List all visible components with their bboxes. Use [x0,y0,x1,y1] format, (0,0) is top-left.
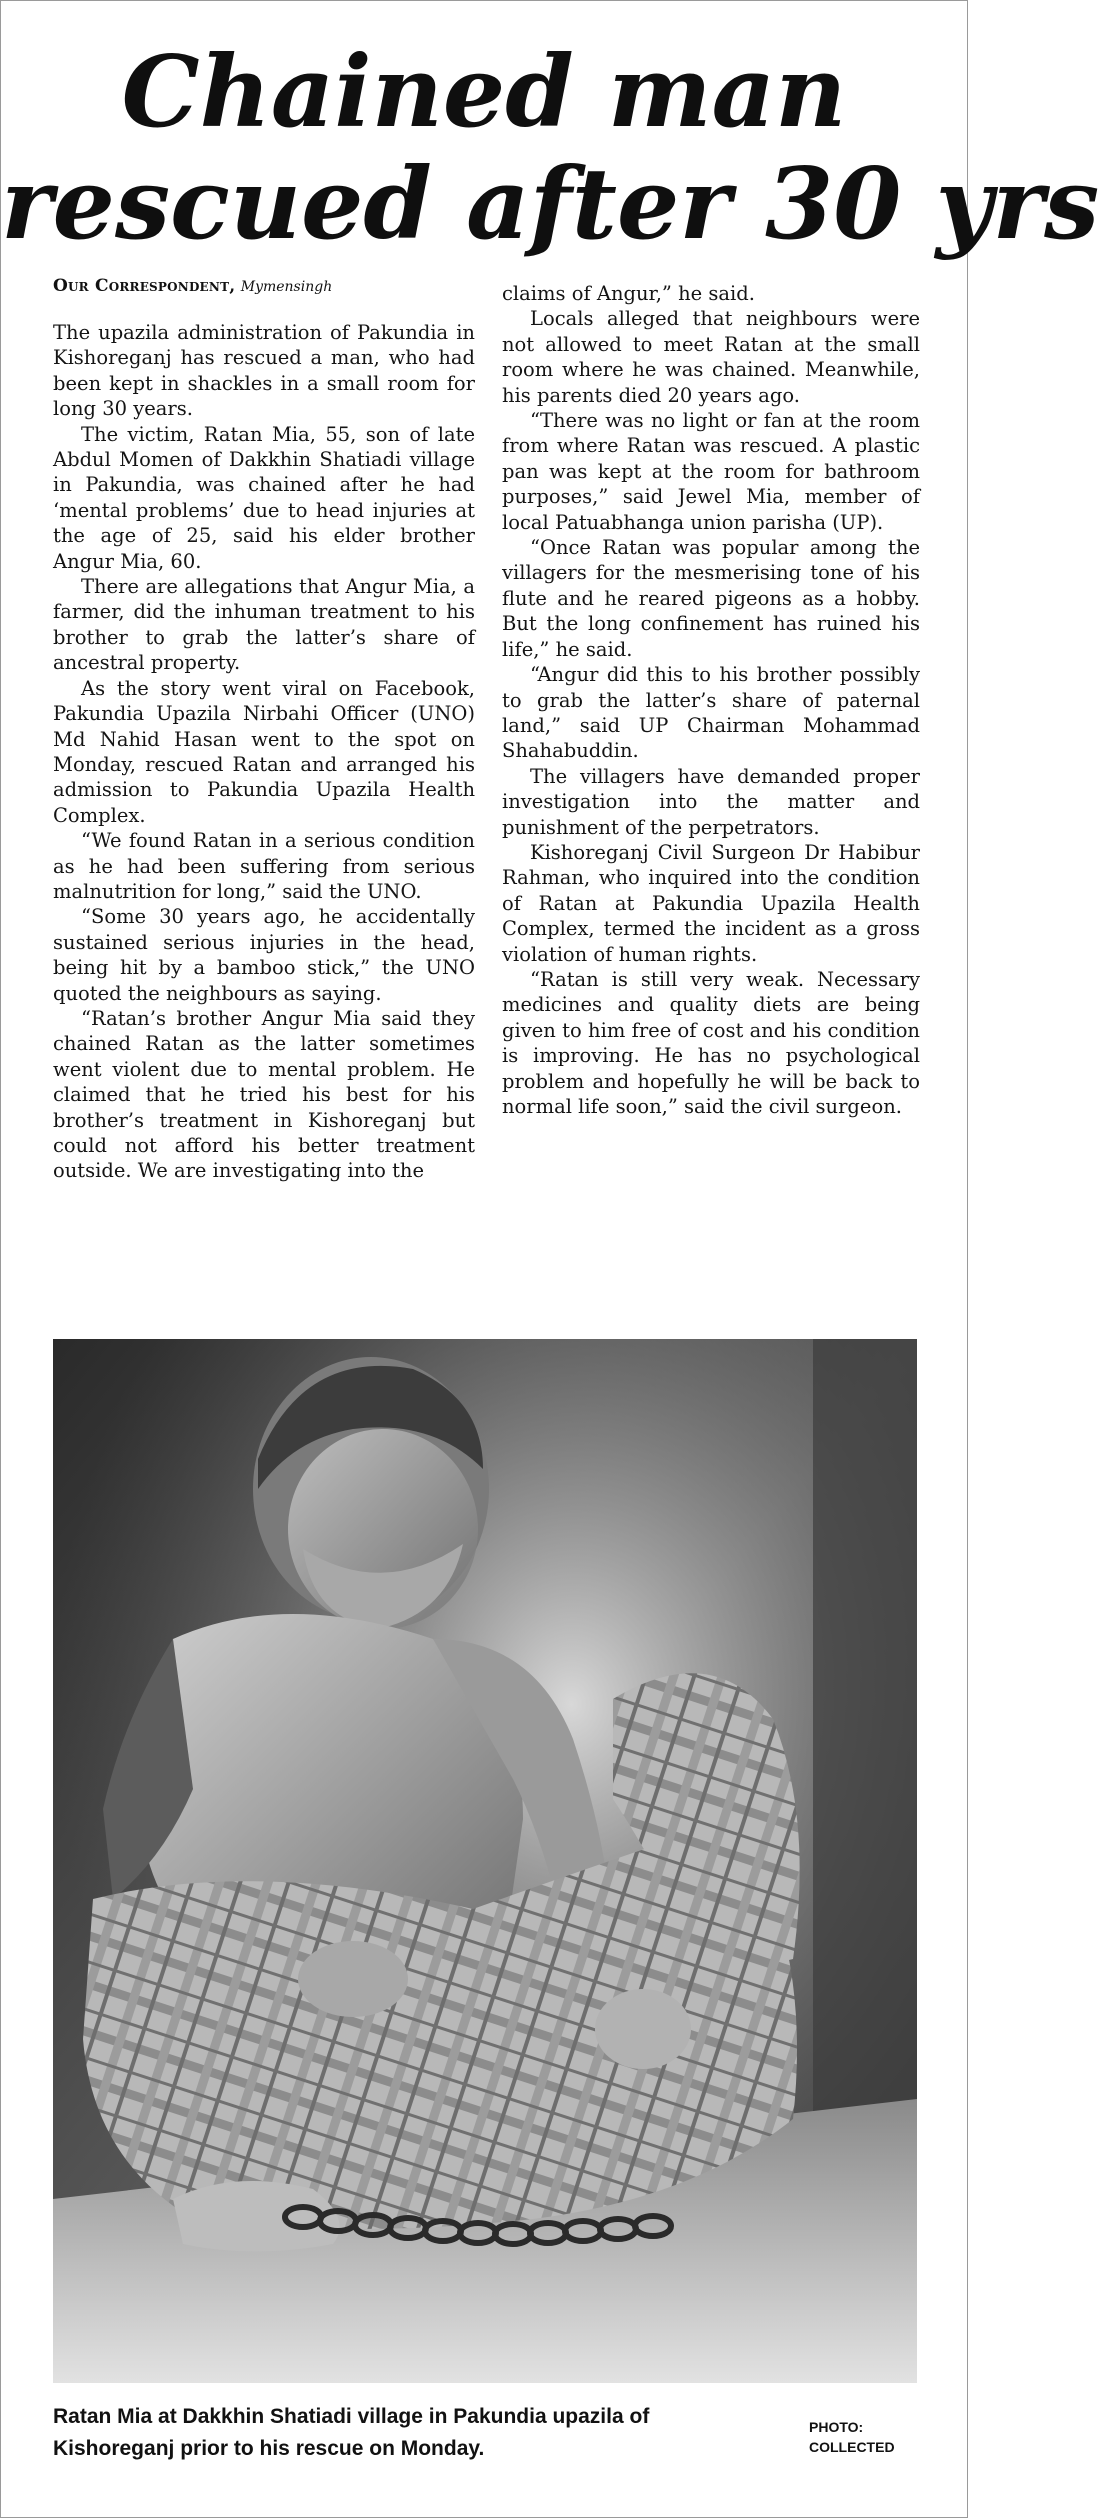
paragraph: “Angur did this to his brother possibly to grab the latter’s share of paternal land,” said UP Chairman Mohammad Shahabuddin. [502,663,920,763]
paragraph: claims of Angur,” he said. [502,282,755,305]
paragraph: The upazila administration of Pakundia in Kishoreganj has rescued a man, who had been kept in shackles in a small room for long 30 years. [53,321,475,421]
headline-line-2: rescued after 30 yrs [1,147,1099,262]
byline-location: Mymensingh [240,279,333,295]
paragraph: “Some 30 years ago, he accidentally sustained serious injuries in the head, being hit by a bamboo stick,” the UNO quoted the neighbours as saying. [53,905,475,1005]
photo-caption: Ratan Mia at Dakkhin Shatiadi village in Pakundia upazila of Kishoreganj prior to his rescue on Monday. [53,2405,650,2460]
photo-credit-label: PHOTO: [809,2419,864,2435]
byline-author: Our Correspondent, [53,276,236,296]
photo-credit [809,2417,929,2457]
paragraph: The victim, Ratan Mia, 55, son of late Abdul Momen of Dakkhin Shatiadi village in Pakundia, was chained after he had ‘mental problems’ due to head injuries at the age of 25, said his elder brother Angur Mia, 60. [53,422,475,573]
paragraph: As the story went viral on Facebook, Pakundia Upazila Nirbahi Officer (UNO) Md Nahid Hasan went to the spot on Monday, rescued Ratan and arranged his admission to Pakundia Upazila Health Complex. [53,676,475,827]
paragraph: The villagers have demanded proper investigation into the matter and punishment of the perpetrators. [502,764,920,839]
photo-credit-source: COLLECTED [809,2439,895,2455]
news-photo [53,1339,917,2383]
byline [53,275,483,298]
paragraph: There are allegations that Angur Mia, a farmer, did the inhuman treatment to his brother to grab the latter’s share of ancestral property. [53,575,475,675]
paragraph: “Ratan is still very weak. Necessary medicines and quality diets are being given to him free of cost and his condition is improving. He has no psychological problem and hopefully he will be back to normal life soon,” said the civil surgeon. [502,967,920,1118]
paragraph: “There was no light or fan at the room from where Ratan was rescued. A plastic pan was kept at the room for bathroom purposes,” said Jewel Mia, member of local Patuabhanga union parisha (UP). [502,409,920,534]
article-column-2 [502,281,920,1119]
paragraph: Kishoreganj Civil Surgeon Dr Habibur Rahman, who inquired into the condition of Ratan at Pakundia Upazila Health Complex, termed the incident as a gross violation of human rights. [502,840,920,966]
paragraph: “We found Ratan in a serious condition as he had been suffering from serious malnutrition for long,” said the UNO. [53,829,475,903]
paragraph: Locals alleged that neighbours were not allowed to meet Ratan at the small room where he was chained. Meanwhile, his parents died 20 years ago. [502,307,920,407]
article-column-1 [53,320,475,1184]
headline-line-1: Chained man [121,35,847,150]
paragraph: “Once Ratan was popular among the villagers for the mesmerising tone of his flute and he reared pigeons as a hobby. But the long confinement has ruined his life,” he said. [502,536,920,661]
paragraph: “Ratan’s brother Angur Mia said they chained Ratan as the latter sometimes went violent due to mental problem. He claimed that he tried his best for his brother’s treatment in Kishoreganj but could not afford his better treatment outside. We are investigating into the [53,1006,475,1183]
